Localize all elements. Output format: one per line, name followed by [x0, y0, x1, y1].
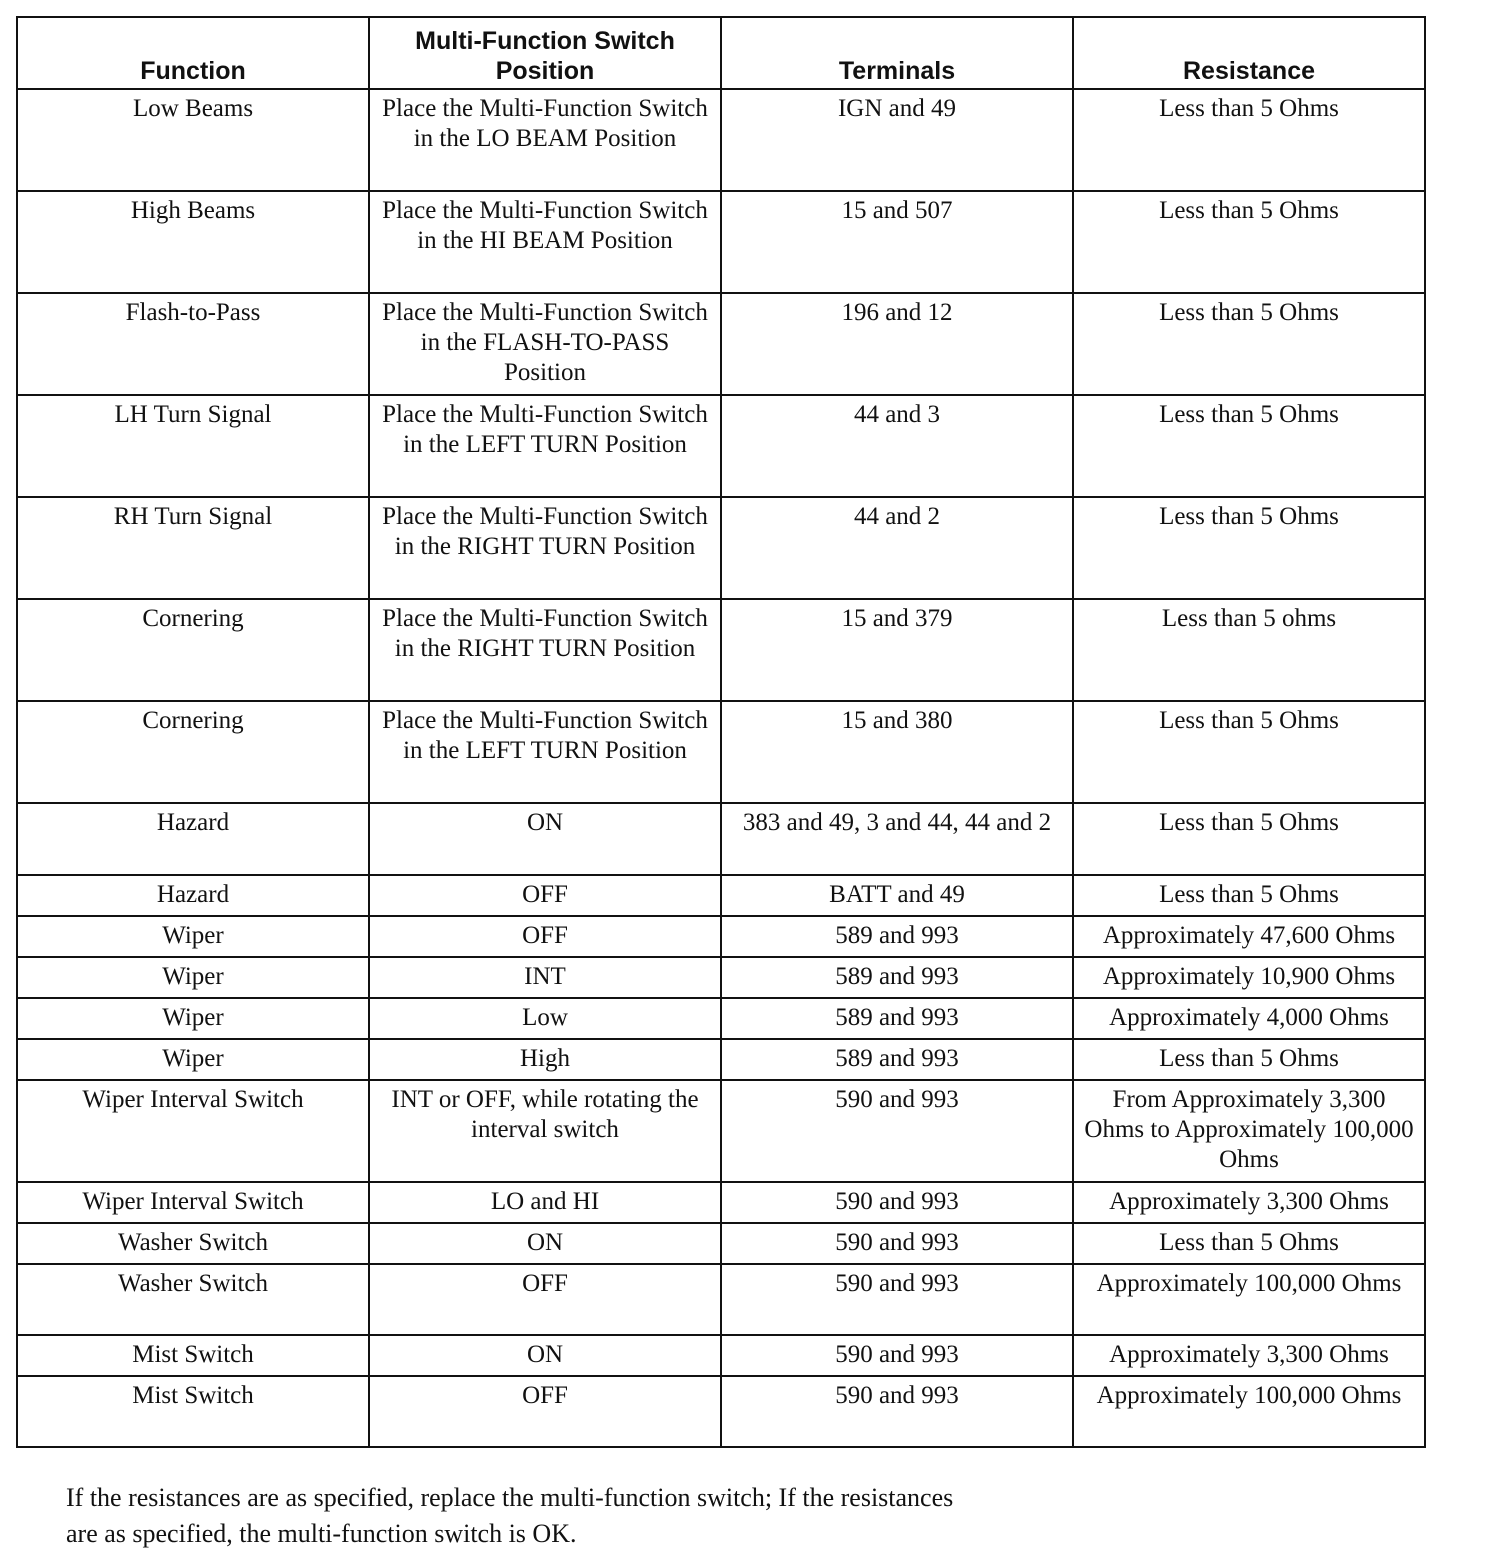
cell-terminals: 15 and 380 — [721, 701, 1073, 803]
cell-resistance: Less than 5 Ohms — [1073, 803, 1425, 875]
cell-position: OFF — [369, 875, 721, 916]
cell-resistance: Approximately 100,000 Ohms — [1073, 1376, 1425, 1447]
cell-position: Place the Multi-Function Switch in the RIGHT TURN Position — [369, 599, 721, 701]
table-row — [17, 1182, 1425, 1223]
table-row — [17, 803, 1425, 875]
resistance-spec-table — [16, 16, 1426, 1448]
cell-function: RH Turn Signal — [17, 497, 369, 599]
cell-resistance: Approximately 100,000 Ohms — [1073, 1264, 1425, 1335]
cell-function: Washer Switch — [17, 1223, 369, 1264]
cell-position: Place the Multi-Function Switch in the RIGHT TURN Position — [369, 497, 721, 599]
cell-resistance: Approximately 3,300 Ohms — [1073, 1182, 1425, 1223]
table-row — [17, 191, 1425, 293]
cell-terminals: 589 and 993 — [721, 916, 1073, 957]
cell-position: Place the Multi-Function Switch in the FLASH-TO-PASS Position — [369, 293, 721, 395]
cell-function: Wiper — [17, 957, 369, 998]
cell-terminals: 44 and 2 — [721, 497, 1073, 599]
table-row — [17, 875, 1425, 916]
cell-terminals: 589 and 993 — [721, 1039, 1073, 1080]
cell-position: OFF — [369, 1376, 721, 1447]
cell-function: Wiper — [17, 998, 369, 1039]
table-row — [17, 1376, 1425, 1447]
cell-resistance: Less than 5 Ohms — [1073, 293, 1425, 395]
cell-resistance: Approximately 4,000 Ohms — [1073, 998, 1425, 1039]
cell-resistance: Less than 5 Ohms — [1073, 1223, 1425, 1264]
cell-terminals: 590 and 993 — [721, 1182, 1073, 1223]
cell-resistance: Approximately 47,600 Ohms — [1073, 916, 1425, 957]
cell-function: Wiper Interval Switch — [17, 1182, 369, 1223]
cell-resistance: Less than 5 ohms — [1073, 599, 1425, 701]
header-resistance: Resistance — [1073, 17, 1425, 89]
cell-resistance: Less than 5 Ohms — [1073, 89, 1425, 191]
cell-position: Place the Multi-Function Switch in the LEFT TURN Position — [369, 701, 721, 803]
cell-position: ON — [369, 1223, 721, 1264]
cell-terminals: 196 and 12 — [721, 293, 1073, 395]
cell-position: Low — [369, 998, 721, 1039]
cell-function: Wiper Interval Switch — [17, 1080, 369, 1182]
cell-terminals: 44 and 3 — [721, 395, 1073, 497]
cell-resistance: Less than 5 Ohms — [1073, 497, 1425, 599]
table-row — [17, 916, 1425, 957]
cell-function: Flash-to-Pass — [17, 293, 369, 395]
cell-position: OFF — [369, 1264, 721, 1335]
cell-function: Wiper — [17, 916, 369, 957]
table-row — [17, 497, 1425, 599]
cell-position: INT or OFF, while rotating the interval switch — [369, 1080, 721, 1182]
cell-position: OFF — [369, 916, 721, 957]
cell-function: Cornering — [17, 599, 369, 701]
table-row — [17, 998, 1425, 1039]
cell-function: Mist Switch — [17, 1376, 369, 1447]
cell-resistance: Less than 5 Ohms — [1073, 395, 1425, 497]
cell-position: Place the Multi-Function Switch in the LO BEAM Position — [369, 89, 721, 191]
header-function: Function — [17, 17, 369, 89]
table-row — [17, 701, 1425, 803]
header-position: Multi-Function Switch Position — [369, 17, 721, 89]
table-row — [17, 1039, 1425, 1080]
cell-terminals: 590 and 993 — [721, 1223, 1073, 1264]
cell-position: High — [369, 1039, 721, 1080]
cell-function: Low Beams — [17, 89, 369, 191]
cell-function: Cornering — [17, 701, 369, 803]
cell-resistance: From Approximately 3,300 Ohms to Approximately 100,000 Ohms — [1073, 1080, 1425, 1182]
table-row — [17, 89, 1425, 191]
cell-terminals: BATT and 49 — [721, 875, 1073, 916]
table-header-row — [17, 17, 1425, 89]
cell-resistance: Approximately 3,300 Ohms — [1073, 1335, 1425, 1376]
table-row — [17, 1264, 1425, 1335]
resistance-table-container — [16, 16, 1426, 1448]
cell-resistance: Less than 5 Ohms — [1073, 1039, 1425, 1080]
table-row — [17, 293, 1425, 395]
cell-terminals: 15 and 507 — [721, 191, 1073, 293]
cell-terminals: 589 and 993 — [721, 998, 1073, 1039]
table-row — [17, 1223, 1425, 1264]
cell-terminals: 590 and 993 — [721, 1264, 1073, 1335]
cell-terminals: 383 and 49, 3 and 44, 44 and 2 — [721, 803, 1073, 875]
table-row — [17, 957, 1425, 998]
cell-terminals: 590 and 993 — [721, 1376, 1073, 1447]
cell-function: Hazard — [17, 875, 369, 916]
cell-position: ON — [369, 1335, 721, 1376]
cell-terminals: IGN and 49 — [721, 89, 1073, 191]
cell-function: Washer Switch — [17, 1264, 369, 1335]
table-row — [17, 395, 1425, 497]
cell-resistance: Less than 5 Ohms — [1073, 701, 1425, 803]
cell-terminals: 590 and 993 — [721, 1335, 1073, 1376]
cell-resistance: Less than 5 Ohms — [1073, 875, 1425, 916]
table-row — [17, 1080, 1425, 1182]
cell-function: High Beams — [17, 191, 369, 293]
cell-function: Wiper — [17, 1039, 369, 1080]
cell-function: Mist Switch — [17, 1335, 369, 1376]
cell-function: LH Turn Signal — [17, 395, 369, 497]
table-row — [17, 1335, 1425, 1376]
cell-position: Place the Multi-Function Switch in the LEFT TURN Position — [369, 395, 721, 497]
cell-function: Hazard — [17, 803, 369, 875]
cell-position: LO and HI — [369, 1182, 721, 1223]
header-terminals: Terminals — [721, 17, 1073, 89]
table-row — [17, 599, 1425, 701]
cell-terminals: 15 and 379 — [721, 599, 1073, 701]
cell-position: INT — [369, 957, 721, 998]
footnote-text: If the resistances are as specified, replace the multi-function switch; If the resistances are as specified, the multi-function switch is OK. — [66, 1483, 954, 1548]
cell-position: Place the Multi-Function Switch in the HI BEAM Position — [369, 191, 721, 293]
cell-terminals: 589 and 993 — [721, 957, 1073, 998]
cell-resistance: Approximately 10,900 Ohms — [1073, 957, 1425, 998]
cell-position: ON — [369, 803, 721, 875]
cell-terminals: 590 and 993 — [721, 1080, 1073, 1182]
cell-resistance: Less than 5 Ohms — [1073, 191, 1425, 293]
